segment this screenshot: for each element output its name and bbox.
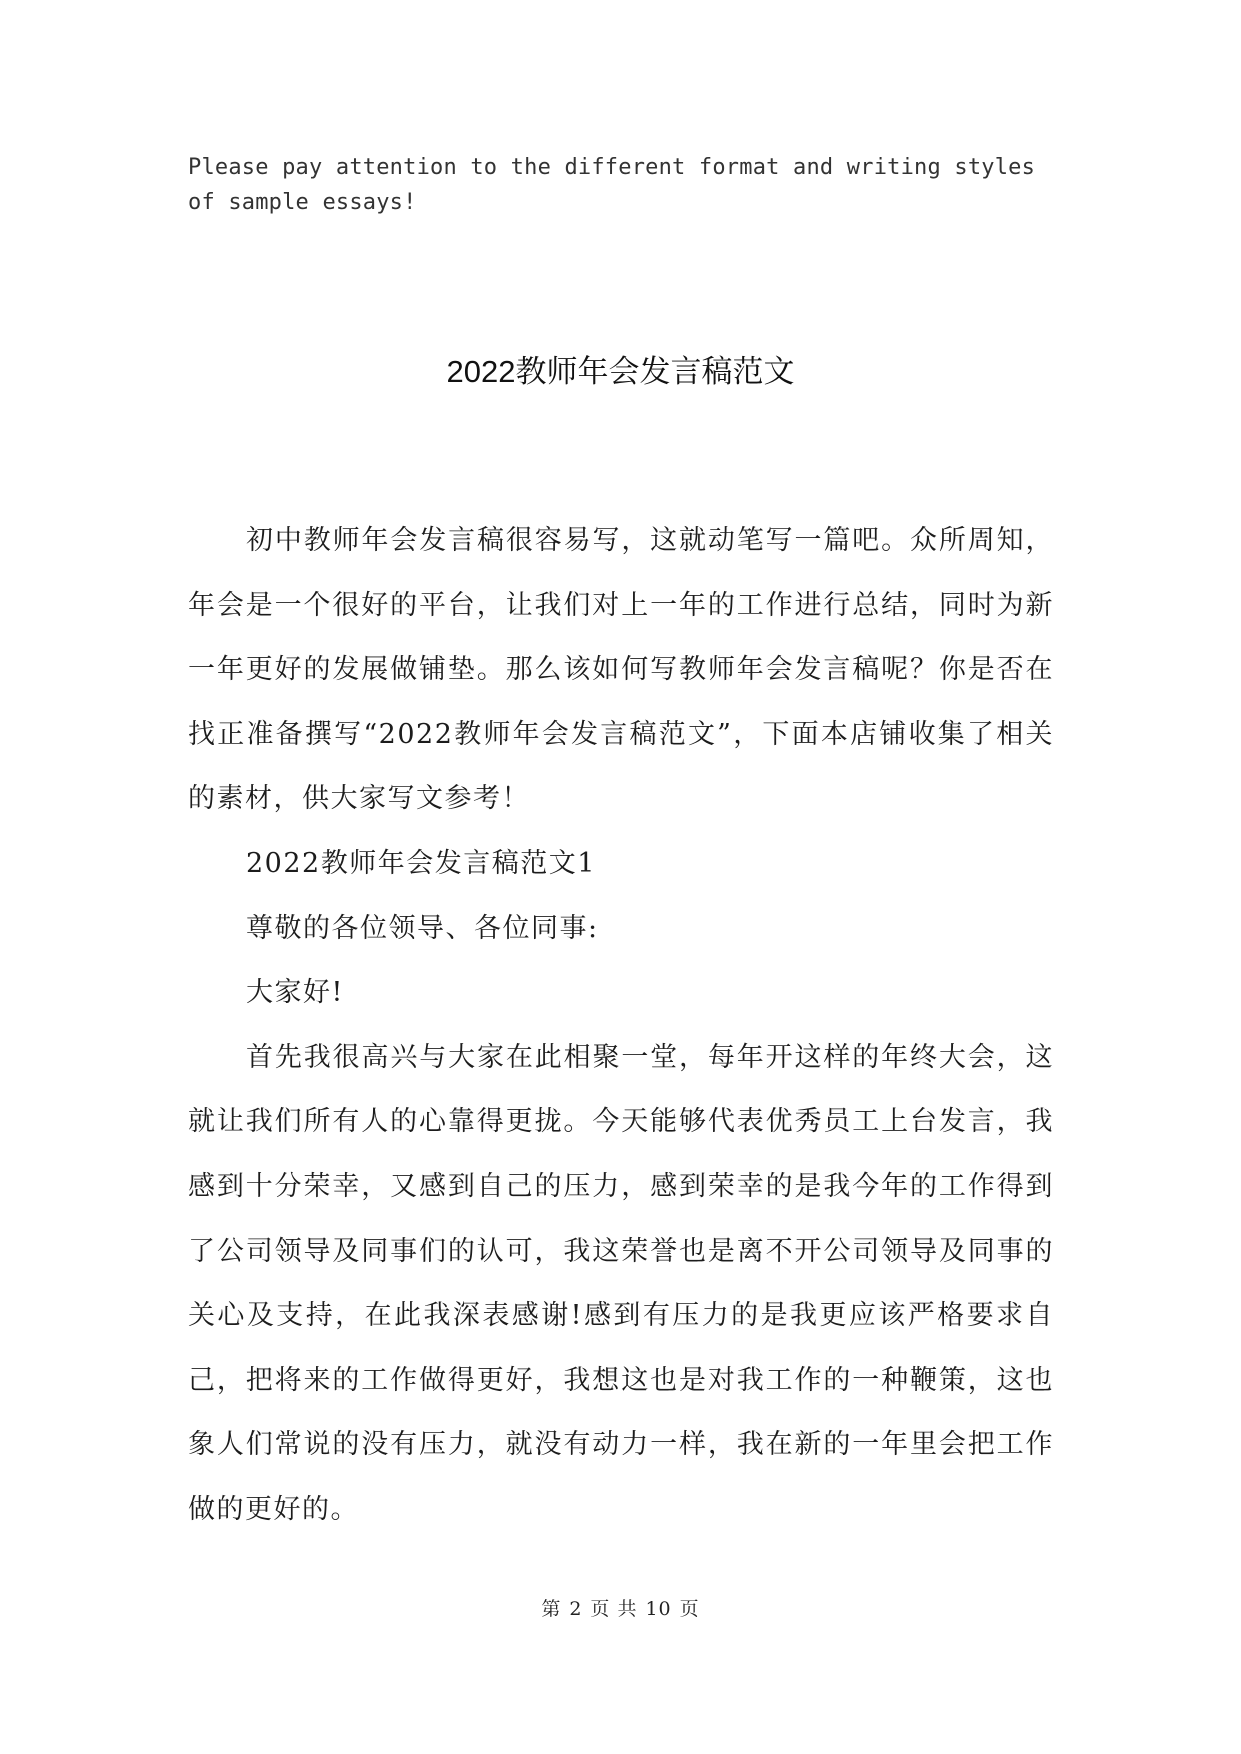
page-total: 10 (645, 1598, 672, 1620)
document-title: 2022教师年会发言稿范文 (446, 354, 795, 389)
section-heading: 2022教师年会发言稿范文1 (246, 847, 596, 879)
intro-paragraph: 初中教师年会发言稿很容易写，这就动笔写一篇吧。众所周知，年会是一个很好的平台，让我们对上一年的工作进行总结，同时为新一年更好的发展做铺垫。那么该如何写教师年会发言稿呢？你是否在找正准备撰写“2022教师年会发言稿范文”，下面本店铺收集了相关的素材，供大家写文参考！ (188, 525, 1054, 815)
footer-prefix: 第 (541, 1598, 562, 1620)
page-footer (0, 1596, 1241, 1622)
body-paragraph: 首先我很高兴与大家在此相聚一堂，每年开这样的年终大会，这就让我们所有人的心靠得更拢。今天能够代表优秀员工上台发言，我感到十分荣幸，又感到自己的压力，感到荣幸的是我今年的工作得到了公司领导及同事们的认可，我这荣誉也是离不开公司领导及同事的关心及支持，在此我深表感谢!感到有压力的是我更应该严格要求自己，把将来的工作做得更好，我想这也是对我工作的一种鞭策，这也象人们常说的没有压力，就没有动力一样，我在新的一年里会把工作做的更好的。 (188, 1041, 1054, 1525)
salutation: 尊敬的各位领导、各位同事: (246, 912, 599, 944)
sample-note: Please pay attention to the different format and writing styles of sample essays! (188, 155, 1036, 215)
page-number: 2 (569, 1598, 583, 1620)
document-body (188, 509, 1054, 1543)
greeting: 大家好! (246, 977, 344, 1009)
footer-suffix: 页 (679, 1598, 700, 1620)
footer-middle: 页 共 (590, 1598, 638, 1620)
